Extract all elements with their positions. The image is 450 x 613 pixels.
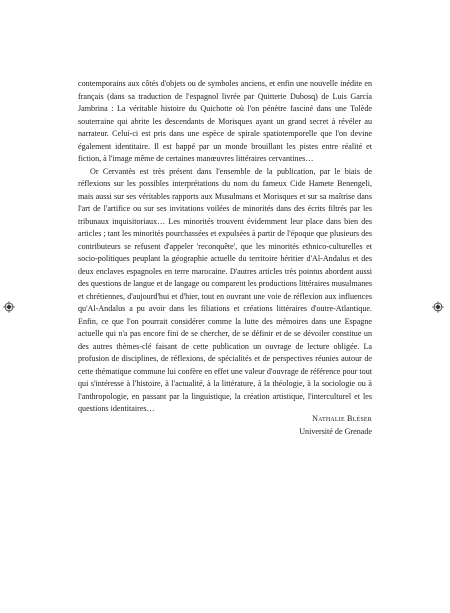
registration-mark-right-icon (432, 301, 444, 313)
body-text (78, 78, 372, 416)
paragraph-2: Or Cervantès est très présent dans l'ensemble de la publication, par le biais de réflexions sur les possibles interprétations du nom du fameux Cide Hamete Benengeli, mais aussi sur ses véritables rapports aux Musulmans et Morisques et sur sa maîtrise dans l'art de l'artifice ou sur ses invitations voilées de minorités dans des écrits filtrés par les tribunaux inquisitoriaux… Les minorités trouvent évidemment leur place dans bien des articles ; tant les minorités pourchassées et expulsées à partir de l'époque que plusieurs des contributeurs se refusent d'appeler 'reconquête', que les minorités ethnico-culturelles et socio-politiques peuplant la géographie actuelle du territoire héritier d'Al-Andalus et des deux enclaves espagnoles en terre marocaine. D'autres articles très pointus abordent aussi des questions de langue et de langage ou comparent les productions littéraires musulmanes et chrétiennes, d'aujourd'hui et d'hier, tout en ouvrant une voie de réflexion aux influences qu'Al-Andalus a pu avoir dans les filiations et créations littéraires d'outre-Atlantique. Enfin, ce que l'on pourrait considérer comme la lutte des mémoires dans une Espagne actuelle qui n'a pas encore fini de se chercher, de se définir et de se dévoiler constitue un des autres thèmes-clé faisant de cette publication un ouvrage de lecture obligée. La profusion de disciplines, de réflexions, de spécialités et de perspectives réunies autour de cette thématique commune lui confère en effet une valeur d'ouvrage de référence pour tout qui s'intéresse à l'histoire, à l'actualité, à la littérature, à la théologie, à la sociologie ou à l'anthropologie, en passant par la linguistique, la création artistique, l'interculturel et les questions identitaires… (78, 166, 372, 413)
registration-mark-left-icon (3, 301, 15, 313)
author-name: Nathalie Bléser (312, 414, 372, 423)
paragraph-1: contemporains aux côtés d'objets ou de symboles anciens, et enfin une nouvelle inédite en français (dans sa traduction de l'espagnol livrée par Quitterie Dubosq) de Luis García Jambrina : La véritable histoire du Quichotte où l'on pénètre fasciné dans une Tolède souterraine qui abrite les descendants de Morisques ayant un grand secret à révéler au narrateur. Celui-ci est pris dans une espèce de spirale spatiotemporelle que l'on devine également identitaire. Il est happé par un monde brouillant les pistes entre réalité et fiction, à l'image même de certaines manœuvres littéraires cervantines… (78, 79, 372, 163)
author-affiliation: Université de Grenade (299, 427, 372, 436)
